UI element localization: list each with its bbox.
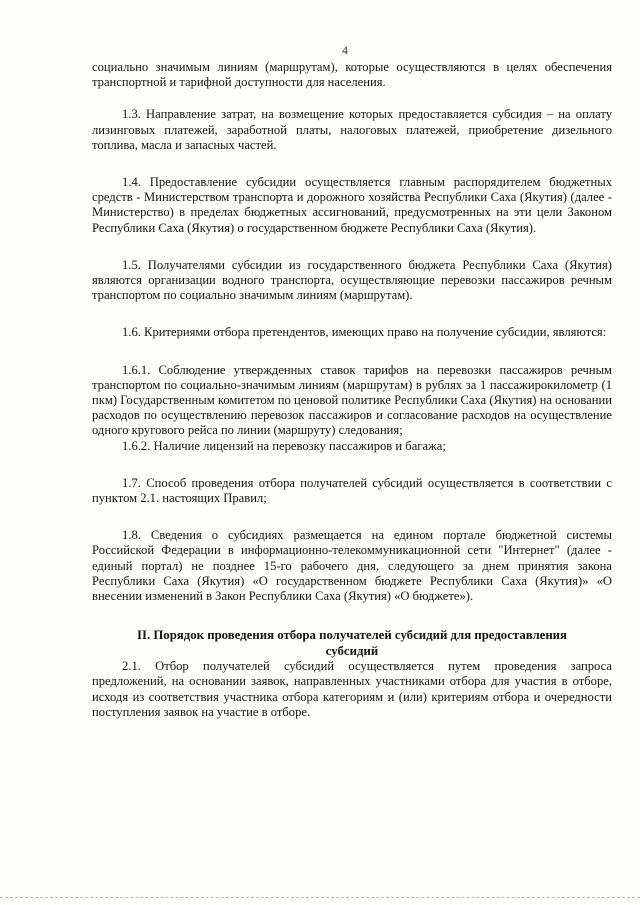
document-body: [92, 60, 612, 720]
paragraph-1-3: 1.3. Направление затрат, на возмещение которых предоставляется субсидия – на оплату лизинговых платежей, заработной платы, налоговых платежей, приобретение дизельного топлива, масла и запасных частей.: [92, 107, 612, 152]
paragraph-2-1: 2.1. Отбор получателей субсидий осуществляется путем проведения запроса предложений, на основании заявок, направленных участниками отбора для участия в отборе, исходя из соответствия участника отбора категориям и (или) критериям отбора и очередности поступления заявок на участие в отборе.: [92, 659, 612, 719]
paragraph-1-6: 1.6. Критериями отбора претендентов, имеющих право на получение субсидии, являются:: [122, 325, 607, 340]
paragraph-1-7: 1.7. Способ проведения отбора получателей субсидий осуществляется в соответствии с пунктом 2.1. настоящих Правил;: [92, 475, 612, 506]
section-heading: II. Порядок проведения отбора получателей субсидий для предоставления субсидий: [137, 628, 567, 658]
paragraph-1-8: 1.8. Сведения о субсидиях размещается на едином портале бюджетной системы Российской Федерации в информационно-телекоммуникационной сети "Интернет" (далее - единый портал) не позднее 15-го рабочего дня, следующего за днем принятия закона Республики Саха (Якутия) «О государственном бюджете Республики Саха (Якутия)» «О внесении изменений в Закон Республики Саха (Якутия) «О бюджете»).: [92, 528, 612, 604]
paragraph-1-4: 1.4. Предоставление субсидии осуществляется главным распорядителем бюджетных средств - Министерством транспорта и дорожного хозяйства Республики Саха (Якутия) (далее - Министерство) в пределах бюджетных ассигнований, предусмотренных на эти цели Законом Республики Саха (Якутия) о государственном бюджете Республики Саха (Якутия).: [92, 175, 612, 235]
paragraph-1-5: 1.5. Получателями субсидии из государственного бюджета Республики Саха (Якутия) являются организации водного транспорта, осуществляющие перевозки пассажиров речным транспортом по социально значимым линиям (маршрутам).: [92, 257, 612, 303]
paragraph-continuation: социально значимым линиям (маршрутам), которые осуществляются в целях обеспечения транспортной и тарифной доступности для населения.: [92, 60, 612, 90]
page-number: 4: [342, 43, 348, 57]
paragraph-1-6-2: 1.6.2. Наличие лицензий на перевозку пассажиров и багажа;: [122, 438, 446, 453]
paragraph-1-6-1: 1.6.1. Соблюдение утвержденных ставок тарифов на перевозки пассажиров речным транспортом по социально-значимым линиям (маршрутам) в рублях за 1 пассажирокилометр (1 пкм) Государственным комитетом по ценовой политике Республики Саха (Якутия) на основании расходов по осуществлению перевозок пассажиров и согласование расходов на осуществление одного кругового рейса по линии (маршруту) следования;: [92, 362, 612, 438]
scan-edge-line: [0, 897, 640, 898]
